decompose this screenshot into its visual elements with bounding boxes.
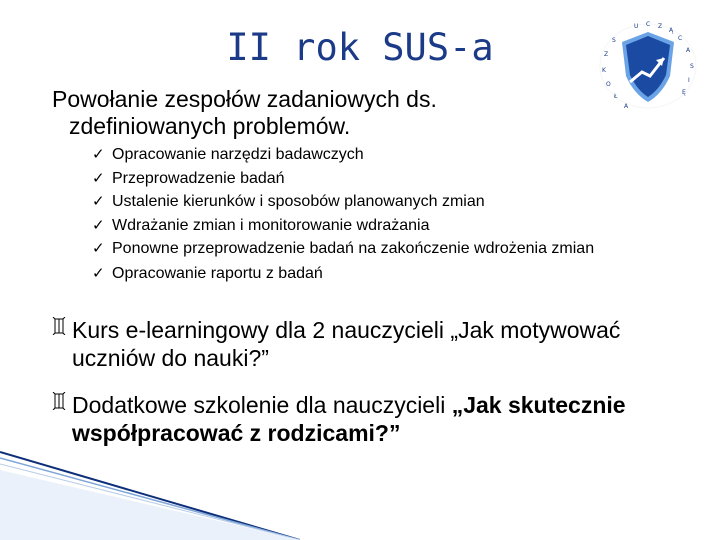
svg-text:S: S <box>690 63 694 70</box>
checklist-item: ✓ Opracowanie raportu z badań <box>92 262 692 286</box>
bullet-text: Dodatkowe szkolenie dla nauczycieli „Jak skutecznie współpracować z rodzicami?” <box>72 392 626 446</box>
checklist-item: ✓ Wdrażanie zmian i monitorowanie wdrażania <box>92 214 692 238</box>
svg-text:A: A <box>624 103 629 110</box>
svg-text:S: S <box>612 37 616 44</box>
svg-text:A: A <box>686 47 691 54</box>
svg-text:Ł: Ł <box>614 93 618 100</box>
shield-logo <box>592 18 704 114</box>
svg-text:U: U <box>634 23 639 30</box>
checkmark-icon: ✓ <box>92 169 105 187</box>
bullet-item <box>50 316 670 372</box>
checklist-item: ✓ Ustalenie kierunków i sposobów planowanych zmian <box>92 190 692 214</box>
checklist-item: ✓ Opracowanie narzędzi badawczych <box>92 143 692 167</box>
checkmark-icon: ✓ <box>92 265 105 283</box>
intro-line-1: Powołanie zespołów zadaniowych ds. <box>52 86 437 112</box>
checkmark-icon: ✓ <box>92 216 105 234</box>
checklist-item: ✓ Przeprowadzenie badań <box>92 167 692 191</box>
square-bullet-icon <box>50 392 68 410</box>
checkmark-icon: ✓ <box>92 146 105 163</box>
svg-text:Z: Z <box>604 51 609 58</box>
checkmark-icon: ✓ <box>92 240 105 258</box>
checklist <box>92 143 692 286</box>
slide-title: II rok SUS-a <box>226 26 494 69</box>
svg-text:O: O <box>606 81 611 88</box>
corner-decoration <box>0 450 300 540</box>
svg-text:Ą: Ą <box>669 27 674 34</box>
svg-text:Ę: Ę <box>682 89 686 96</box>
intro-line-2: zdefiniowanych problemów. <box>69 113 351 139</box>
checklist-item: ✓ Ponowne przeprowadzenie badań na zakończenie wdrożenia zmian <box>92 240 595 258</box>
intro-paragraph <box>52 86 572 140</box>
bullet-text: Kurs e-learningowy dla 2 nauczycieli „Jak motywować uczniów do nauki?” <box>72 317 621 371</box>
svg-text:C: C <box>646 21 651 28</box>
bullet-item <box>50 391 670 447</box>
svg-text:I: I <box>688 77 690 84</box>
svg-text:Z: Z <box>658 23 663 30</box>
square-bullet-icon <box>50 317 68 335</box>
svg-text:C: C <box>678 35 683 42</box>
checkmark-icon: ✓ <box>92 193 105 211</box>
svg-text:K: K <box>602 67 606 74</box>
